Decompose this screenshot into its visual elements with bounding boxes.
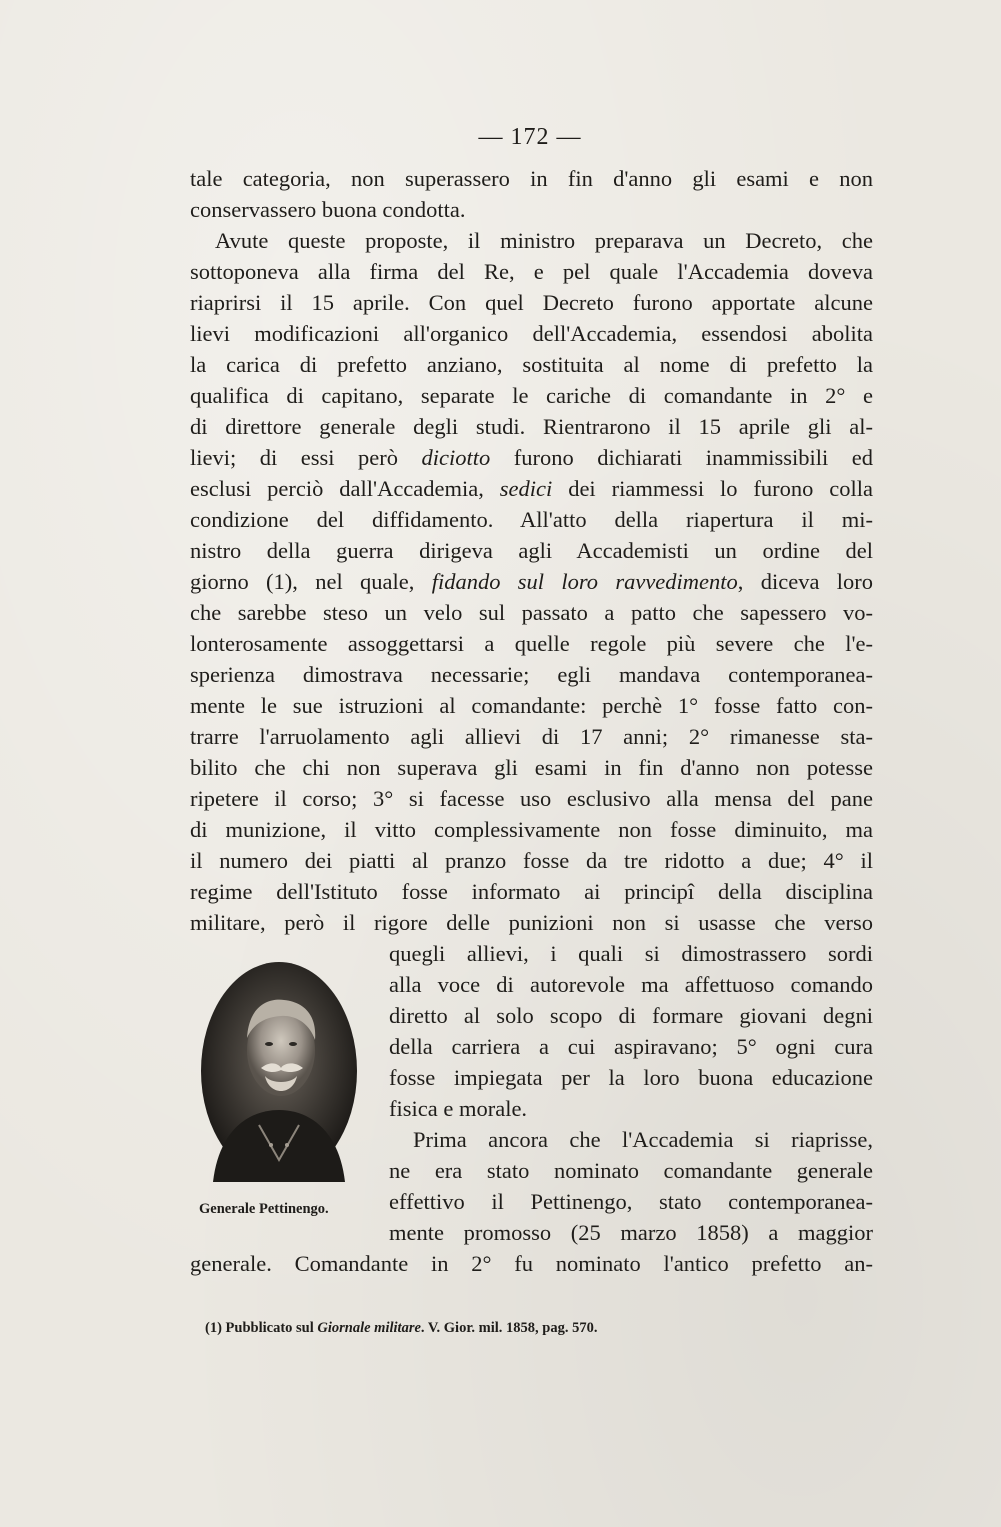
portrait-image xyxy=(199,960,359,1182)
text-line xyxy=(190,442,873,473)
text-line: di direttore generale degli studi. Rientrarono il 15 aprile gli al- xyxy=(190,414,873,439)
portrait-caption: Generale Pettinengo. xyxy=(199,1201,329,1217)
text-line: regime dell'Istituto fosse informato ai principî della disciplina xyxy=(190,879,873,904)
text-line: di munizione, il vitto complessivamente non fosse diminuito, ma xyxy=(190,817,873,842)
text-line: alla voce di autorevole ma affettuoso comando xyxy=(389,972,873,997)
text-line: mente promosso (25 marzo 1858) a maggior xyxy=(389,1220,873,1245)
text-line: nistro della guerra dirigeva agli Accademisti un ordine del xyxy=(190,538,873,563)
text-span: lievi; di essi però xyxy=(190,445,422,470)
text-line: sperienza dimostrava necessarie; egli mandava contemporanea- xyxy=(190,662,873,687)
text-line: riaprirsi il 15 aprile. Con quel Decreto furono apportate alcune xyxy=(190,290,873,315)
text-line: Prima ancora che l'Accademia si riaprisse, xyxy=(413,1127,873,1152)
text-line: militare, però il rigore delle punizioni non si usasse che verso xyxy=(190,910,873,935)
text-line: quegli allievi, i quali si dimostrassero sordi xyxy=(389,941,873,966)
text-line: condizione del diffidamento. All'atto della riapertura il mi- xyxy=(190,507,873,532)
italic-word: sedici xyxy=(499,476,553,501)
text-span: giorno (1), nel quale, xyxy=(190,569,432,594)
text-span: , diceva loro xyxy=(737,569,873,594)
text-line xyxy=(190,473,873,504)
text-line: generale. Comandante in 2° fu nominato l'antico prefetto an- xyxy=(190,1251,873,1276)
text-span: dei riammessi lo furono colla xyxy=(552,476,874,501)
text-line: fisica e morale. xyxy=(389,1096,528,1121)
text-line: che sarebbe steso un velo sul passato a patto che sapessero vo- xyxy=(190,600,873,625)
footnote-italic: Giornale militare xyxy=(317,1320,421,1336)
text-line: mente le sue istruzioni al comandante: perchè 1° fosse fatto con- xyxy=(190,693,873,718)
text-line: effettivo il Pettinengo, stato contemporanea- xyxy=(389,1189,873,1214)
text-line: lievi modificazioni all'organico dell'Accademia, essendosi abolita xyxy=(190,321,873,346)
text-line: ripetere il corso; 3° si facesse uso esclusivo alla mensa del pane xyxy=(190,786,873,811)
footnote-text: . V. Gior. mil. 1858, pag. 570. xyxy=(420,1320,598,1336)
text-span: esclusi perciò dall'Accademia, xyxy=(190,476,500,501)
text-line: ne era stato nominato comandante generale xyxy=(389,1158,873,1183)
text-line: fosse impiegata per la loro buona educazione xyxy=(389,1065,873,1090)
text-line: lonterosamente assoggettarsi a quelle regole più severe che l'e- xyxy=(190,631,873,656)
text-line: la carica di prefetto anziano, sostituita al nome di prefetto la xyxy=(190,352,873,377)
text-line: bilito che chi non superava gli esami in fin d'anno non potesse xyxy=(190,755,873,780)
italic-phrase: fidando sul loro ravvedimento xyxy=(431,569,738,594)
text-line: diretto al solo scopo di formare giovani degni xyxy=(389,1003,873,1028)
text-line: il numero dei piatti al pranzo fosse da tre ridotto a due; 4° il xyxy=(190,848,873,873)
text-line: della carriera a cui aspiravano; 5° ogni cura xyxy=(389,1034,873,1059)
text-line: tale categoria, non superassero in fin d'anno gli esami e non xyxy=(190,166,873,191)
text-line: qualifica di capitano, separate le cariche di comandante in 2° e xyxy=(190,383,873,408)
italic-word: diciotto xyxy=(421,445,491,470)
text-line: Avute queste proposte, il ministro preparava un Decreto, che xyxy=(215,228,873,253)
footnote-text: (1) Pubblicato sul xyxy=(205,1320,318,1336)
text-line xyxy=(190,566,873,597)
footnote xyxy=(205,1320,598,1337)
text-line: conservassero buona condotta. xyxy=(190,197,466,222)
text-span: furono dichiarati inammissibili ed xyxy=(490,445,873,470)
page-number: — 172 — xyxy=(478,124,582,150)
text-line: trarre l'arruolamento agli allievi di 17 anni; 2° rimanesse sta- xyxy=(190,724,873,749)
text-line: sottoponeva alla firma del Re, e pel quale l'Accademia doveva xyxy=(190,259,873,284)
